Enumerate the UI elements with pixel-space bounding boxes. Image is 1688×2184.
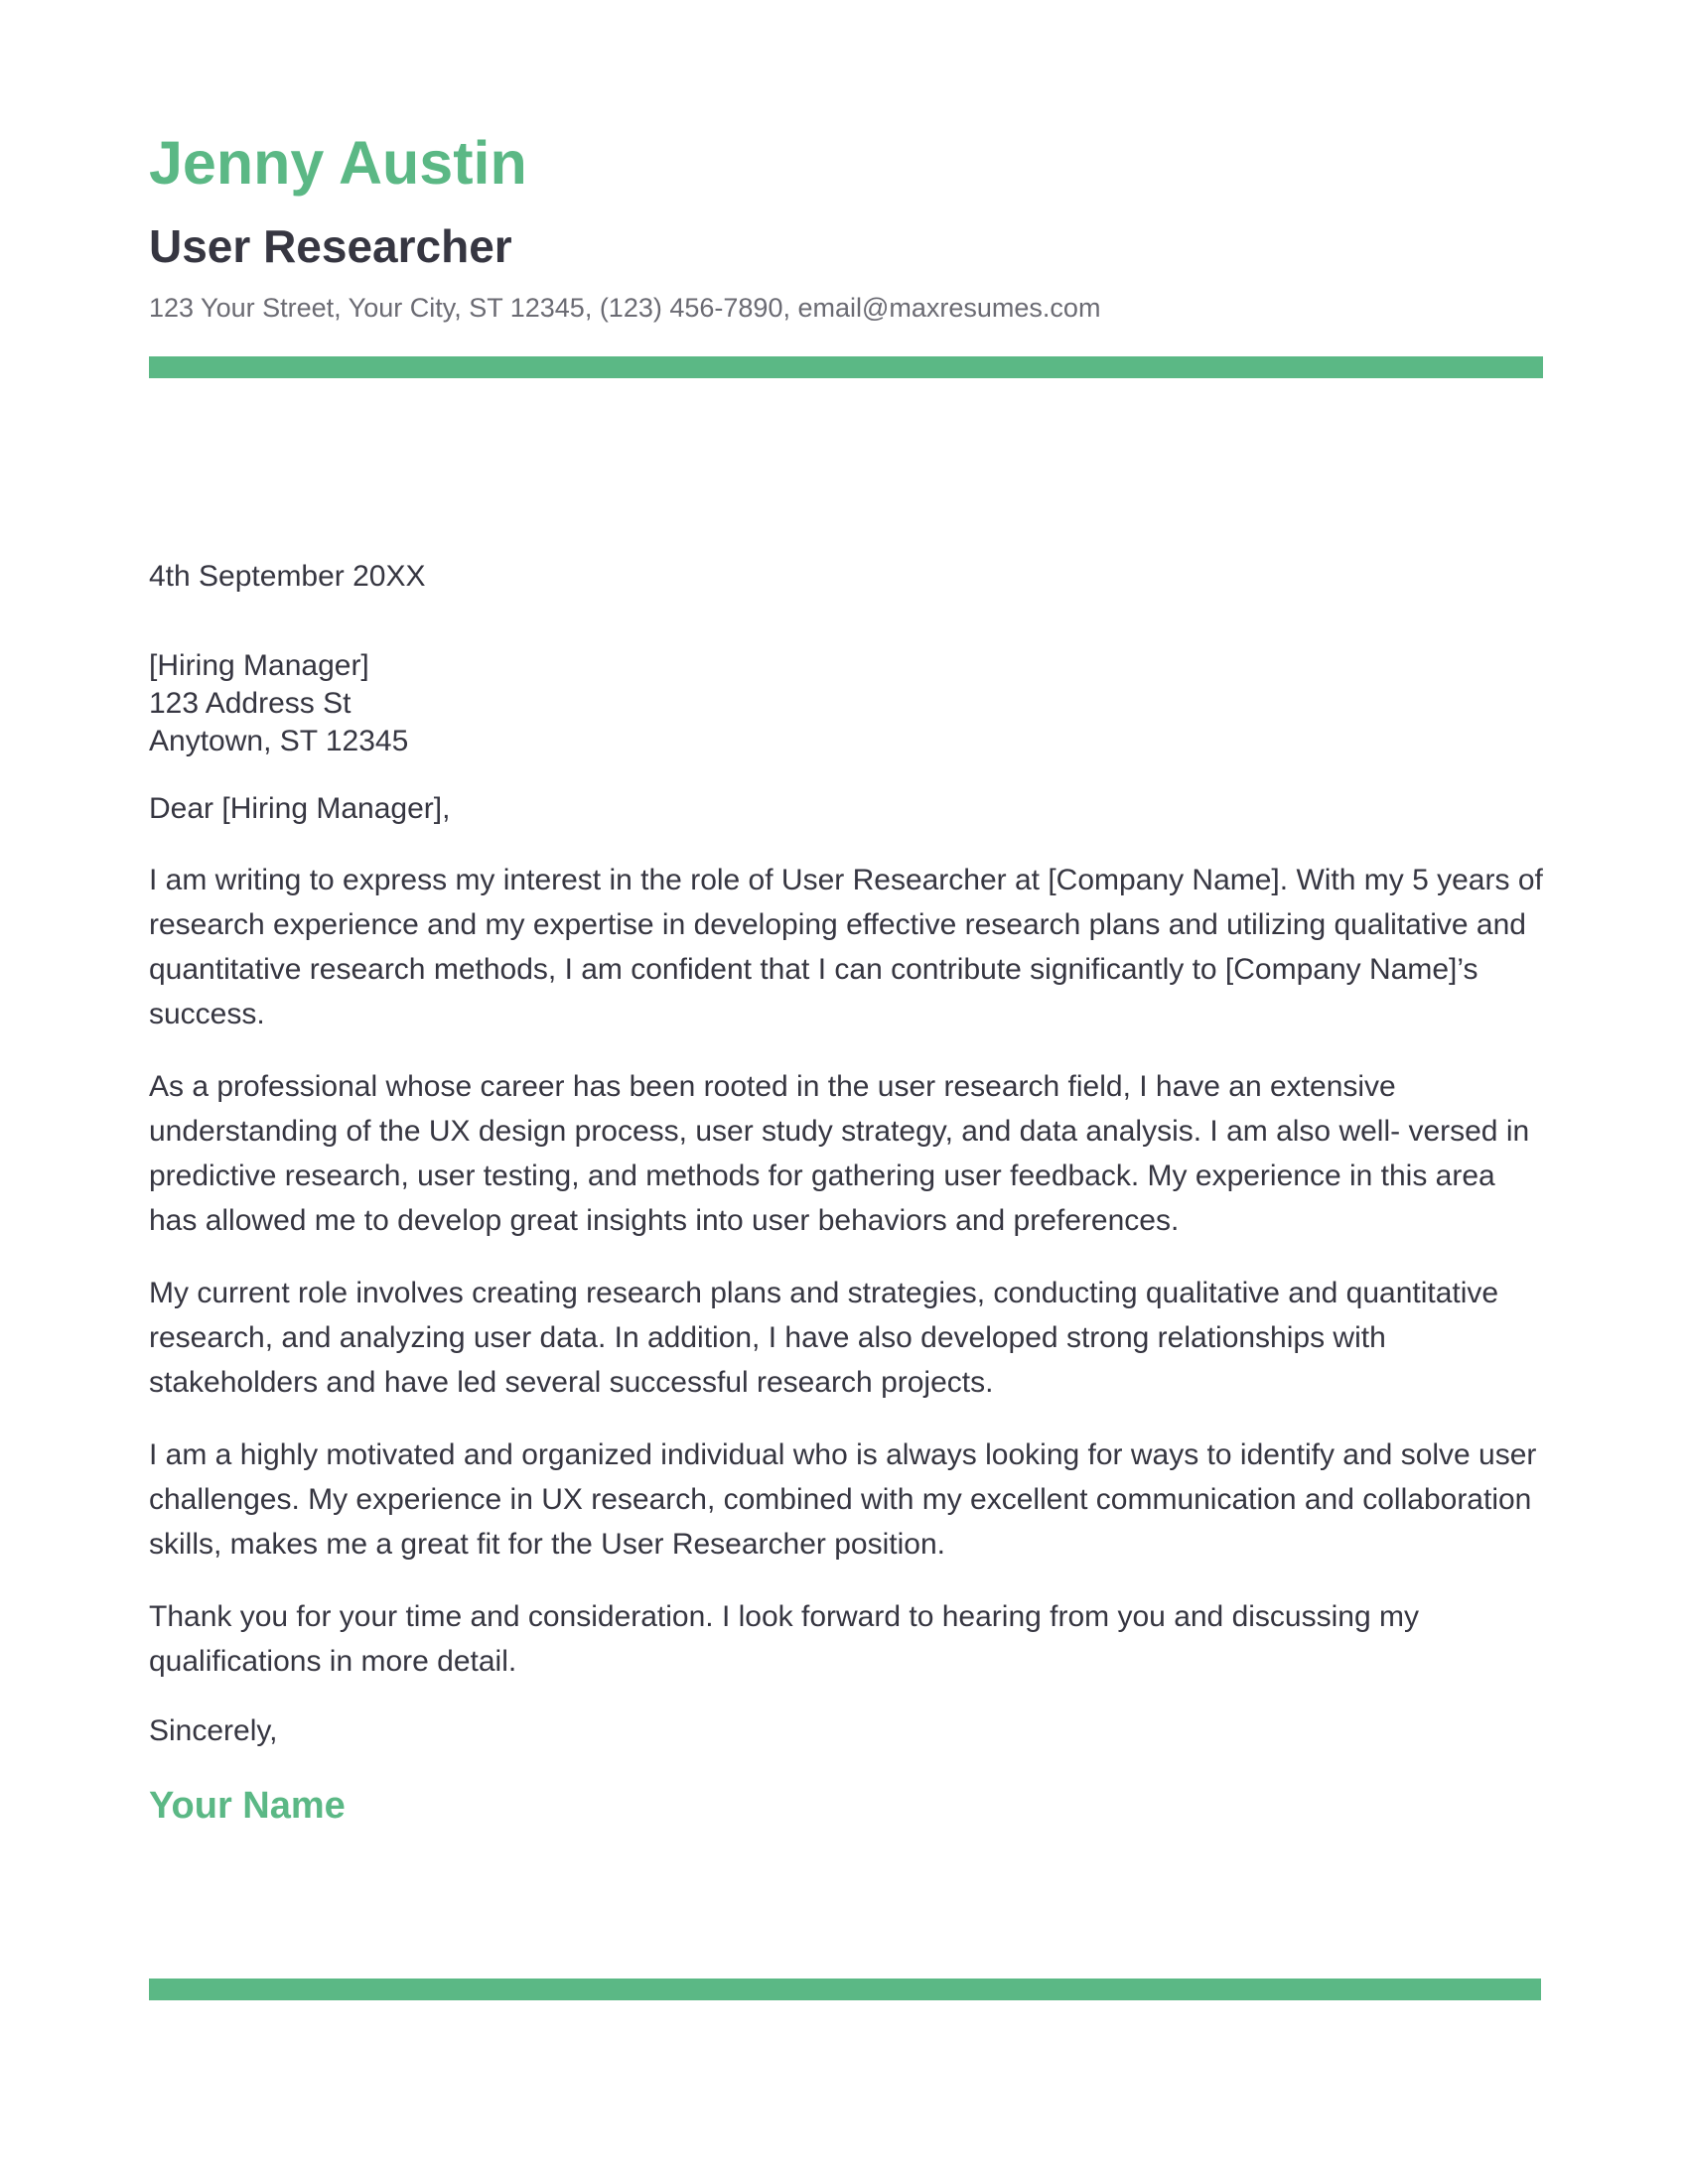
contact-info: 123 Your Street, Your City, ST 12345, (123) 456-7890, email@maxresumes.com	[149, 293, 1101, 323]
applicant-name: Jenny Austin	[149, 129, 527, 197]
closing: Sincerely,	[149, 1714, 278, 1747]
recipient-address	[149, 647, 1549, 760]
recipient-city: Anytown, ST 12345	[149, 725, 409, 757]
letter-body	[149, 858, 1549, 1711]
body-paragraph-2: As a professional whose career has been rooted in the user research field, I have an extensive understanding of the UX design process, user study strategy, and data analysis. I am also well- versed in predictive research, user testing, and methods for gathering user feedback. My experience in this area has allowed me to develop great insights into user behaviors and preferences.	[149, 1070, 1530, 1237]
header-divider	[149, 356, 1543, 378]
salutation: Dear [Hiring Manager],	[149, 792, 451, 825]
body-paragraph-4: I am a highly motivated and organized individual who is always looking for ways to identify and solve user challenges. My experience in UX research, combined with my excellent communication and collaboration skills, makes me a great fit for the User Researcher position.	[149, 1438, 1537, 1561]
body-paragraph-5: Thank you for your time and consideration. I look forward to hearing from you and discussing my qualifications in more detail.	[149, 1600, 1419, 1678]
letter-date: 4th September 20XX	[149, 560, 426, 593]
job-title: User Researcher	[149, 220, 512, 272]
recipient-street: 123 Address St	[149, 687, 352, 720]
recipient-name: [Hiring Manager]	[149, 649, 369, 682]
body-paragraph-3: My current role involves creating research plans and strategies, conducting qualitative and quantitative research, and analyzing user data. In addition, I have also developed strong relationships with stakeholders and have led several successful research projects.	[149, 1277, 1499, 1399]
body-paragraph-1: I am writing to express my interest in the role of User Researcher at [Company Name]. With my 5 years of research experience and my expertise in developing effective research plans and utilizing qualitative and quantitative research methods, I am confident that I can contribute significantly to [Company Name]’s success.	[149, 864, 1543, 1030]
signature-name: Your Name	[149, 1785, 346, 1827]
footer-divider	[149, 1979, 1541, 2000]
